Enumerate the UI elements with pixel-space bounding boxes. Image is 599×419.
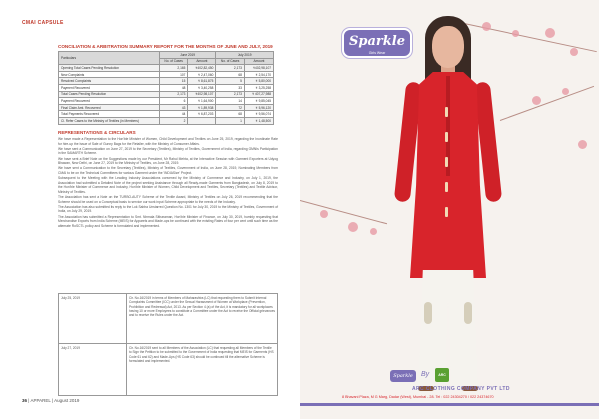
table-cell: 72 [216, 104, 245, 111]
paragraph: The Association has submitted a Representation to Smt. Nirmala Sitharaman, Hon'ble Minister of Finance, on July 30, 2019, humbly requesting that Merchandise Exports from India Scheme (MEIS) for Apparels and Made-ups be continued with the existing Rates of four per cent until such time as the alternate RoSCTL policy and Scheme is formulated and implemented. [58, 214, 278, 228]
table-row [59, 344, 278, 396]
table-cell: 48 [159, 84, 188, 91]
column-subheader: Amount [188, 58, 216, 65]
representations-heading: REPRESENTATIONS & CIRCULARS [58, 130, 136, 135]
row-label: Cl. Refer Cases to the Ministry of Textiles (in Members) [59, 117, 160, 124]
blossom-flower [348, 222, 358, 232]
row-label: Total Payments Recovered [59, 111, 160, 118]
blossom-flower [512, 30, 519, 37]
issue-date: August 2019 [54, 398, 80, 403]
table-cell: 2,173 [216, 65, 245, 72]
table-cell: ₹ 3,25,258 [244, 84, 273, 91]
row-label: Resolved Complaints [59, 78, 160, 85]
summary-table [58, 51, 274, 125]
table-cell: ₹ 1,48,500 [244, 117, 273, 124]
report-title: CONCILIATION & ARBITRATION SUMMARY REPORT FOR THE MONTHS OF JUNE AND JULY, 2019 [58, 44, 273, 49]
paragraph: The Association has sent a Note on the TURBO-AUTY Scheme of the Textile Award, Ministry of Textiles on July 26, 2019 recommending that the Scheme should be used on a Conceptual basis to service our work input Scheme appropriate to the needs of the Industry. [58, 195, 278, 204]
kurta-tassel [445, 132, 448, 142]
table-cell: ₹ 407,27,988 [244, 91, 273, 98]
row-label: Payment Recovered [59, 84, 160, 91]
blossom-flower [570, 48, 578, 56]
by-label: By [421, 371, 430, 378]
table-cell: 68 [216, 71, 245, 78]
table-cell: ₹ 5,96,120 [244, 104, 273, 111]
table-cell: ₹ 6,87,203 [188, 111, 216, 118]
row-label: New Complaints [59, 71, 160, 78]
table-cell: 43 [159, 104, 188, 111]
table-cell: 5 [216, 78, 245, 85]
table-cell: ₹ 1,64,900 [188, 98, 216, 105]
table-cell: ₹402,82,450 [188, 65, 216, 72]
circulars-table [58, 293, 278, 396]
table-row [59, 71, 274, 78]
column-subheader: No. of Cases [216, 58, 245, 65]
blossom-flower [370, 228, 377, 235]
table-cell: 14 [216, 98, 245, 105]
table-cell: 6 [159, 98, 188, 105]
table-row [59, 111, 274, 118]
paragraph: We have sent a Communication to the Secretary (Textiles), Ministry of Textiles, Government of India, on June 28, 2019, Nominating Members from CMAI to be on the Technical Committees for various Garment under the 'INDIASize' Project. [58, 166, 278, 175]
paragraph: Subsequent to the Meeting with the Leading Industry Associations convened by the Ministry of Commerce and Industry, on July 1, 2019, the Association had submitted a Detailed Note of the project seeking Assistance through all Ready-made Garments from Bangladesh, on July 8, 2019 to the Hon'ble Minister of Commerce and Industry, Hon'ble Minister of Women, Child Development and Textiles, Secretary (Textiles) and Textile Advisor, Ministry of Textiles. [58, 176, 278, 194]
table-cell [188, 117, 216, 124]
table-row [59, 294, 278, 344]
column-header: June 2019 [159, 52, 215, 59]
table-row [59, 117, 274, 124]
palazzo-motif [424, 302, 432, 324]
representations-body [58, 137, 278, 229]
table-row [59, 65, 274, 72]
row-label: Final Claim Amt. Recovered [59, 104, 160, 111]
table-cell: 2,165 [159, 65, 188, 72]
row-label: Opening Total Cases Pending Resolution [59, 65, 160, 72]
circular-text: Cir. No.16/2019 in terms of Members of Maharashtra (LC) that requesting them to Submit Internal Complaints Committee (ICC) under the Sexual Harassment of Women at Workplace (Prevention, Prohibition and Redressal) Act, 2013. As per Section 4 (a) of the Act, it is mandatory for all workplaces having 10 or more Employees to constitute a Committee under the Act to receive the Official grievances and to receive the Rules under the Act. [127, 294, 278, 344]
address-bar [300, 403, 599, 406]
column-subheader: No. of Cases [159, 58, 188, 65]
brand-logo-small: Sparkle [390, 370, 416, 382]
row-label: Total Cases Pending Resolution [59, 91, 160, 98]
table-cell: ₹ 9,56,074 [244, 111, 273, 118]
table-cell: 107 [159, 71, 188, 78]
column-subheader: Amount [244, 58, 273, 65]
table-cell: ₹ 1,89,938 [188, 104, 216, 111]
table-cell: ₹ 5,80,000 [244, 78, 273, 85]
model-face [432, 26, 464, 68]
blossom-flower [320, 210, 328, 218]
table-cell: ₹ 3,40,258 [188, 84, 216, 91]
brand-tagline: Girls Wear [368, 51, 386, 55]
footer-separator: | [51, 398, 55, 403]
table-cell: 15 [159, 78, 188, 85]
blossom-branch [300, 200, 387, 224]
table-cell: 44 [159, 111, 188, 118]
paragraph: We have sent a Brief Note on the Suggestions made by our President, Mr Rahul Mehta, at the Interactive Session with Garment Exporters at Udyog Bhawan, New Delhi, on June 27, 2019 to the Ministry of Textiles, on June 28, 2019. [58, 156, 278, 166]
blossom-flower [562, 88, 569, 95]
table-row [59, 78, 274, 85]
row-label: Payment Recovered [59, 98, 160, 105]
footer-separator: | [28, 398, 31, 403]
table-row [59, 104, 274, 111]
company-address: 8 Bhavani Plaza, M G Marg, Dadar (West), Mumbai - 28. Tel : 022 24304270 / 022 24374670 [342, 395, 494, 399]
blossom-flower [545, 28, 555, 38]
table-row [59, 84, 274, 91]
model-photo [388, 12, 508, 392]
paragraph: We have made a Representation to the Hon'ble Minister of Women, Child Development and Textiles on June 25, 2019, regarding the Inordinate Rate for hire-up the Issue of Sale of Gunny Bags for the Retailer, with the Ministry of Consumer Affairs. [58, 137, 278, 146]
table-row [59, 91, 274, 98]
advertisement-page [300, 0, 599, 419]
table-cell: 68 [216, 111, 245, 118]
table-cell: ₹402,98,107 [244, 65, 273, 72]
circular-date: July 25, 2019 [59, 294, 127, 344]
column-header: Particulars [59, 52, 160, 65]
publication-name: APPAREL [30, 398, 51, 403]
paragraph: The Association has also submitted its reply to the Lok Sabha Unstarred Question No. 1301 for July 30, 2019 to the Ministry of Textiles, Government of India, on July 29, 2019. [58, 204, 278, 214]
kurta-tassel [445, 157, 448, 167]
table-cell: 2,173 [159, 91, 188, 98]
section-label: CMAI CAPSULE [22, 20, 64, 26]
kurta-tassel [445, 182, 448, 192]
table-cell: ₹ 2,47,060 [188, 71, 216, 78]
brand-name: Sparkle [349, 34, 405, 49]
kurta-tassel [445, 107, 448, 117]
table-cell: 1 [216, 117, 245, 124]
palazzo-motif [464, 302, 472, 324]
column-header: July 2019 [216, 52, 274, 59]
page-footer [22, 398, 79, 403]
company-name: ARC CLOTHING COMPANY PVT LTD [412, 386, 510, 392]
table-cell: ₹402,98,107 [188, 91, 216, 98]
table-cell: 2 [159, 117, 188, 124]
blossom-flower [532, 96, 541, 105]
circular-text: Cir. No.16/2019 sent to all Members of the Association (LC) that requesting all Members of the Textile to Sign the Petition to be submitted to the Government of India requesting that MEIS for Garments (HS Code 61 and 62) and Made-Ups (HS Code 63) should be continued till the alternative Scheme is formulated and implemented. [127, 344, 278, 396]
table-row [59, 98, 274, 105]
kurta-tassel [445, 207, 448, 217]
table-cell: 2,173 [216, 91, 245, 98]
table-cell: 33 [216, 84, 245, 91]
blossom-branch [500, 86, 594, 121]
partner-logo: ARC [435, 368, 449, 382]
circular-date: July 27, 2019 [59, 344, 127, 396]
paragraph: We have sent a Communication on June 27, 2019 to the Secretary (Textiles), Ministry of Textiles, Government of India, regarding GMNIs Participation in the SAMARTH Scheme. [58, 146, 278, 156]
table-cell: ₹ 9,85,045 [244, 98, 273, 105]
table-cell: ₹ 2,54,170 [244, 71, 273, 78]
blossom-flower [578, 140, 587, 149]
table-cell: ₹ 8,61,875 [188, 78, 216, 85]
page-number: 36 [22, 398, 28, 403]
